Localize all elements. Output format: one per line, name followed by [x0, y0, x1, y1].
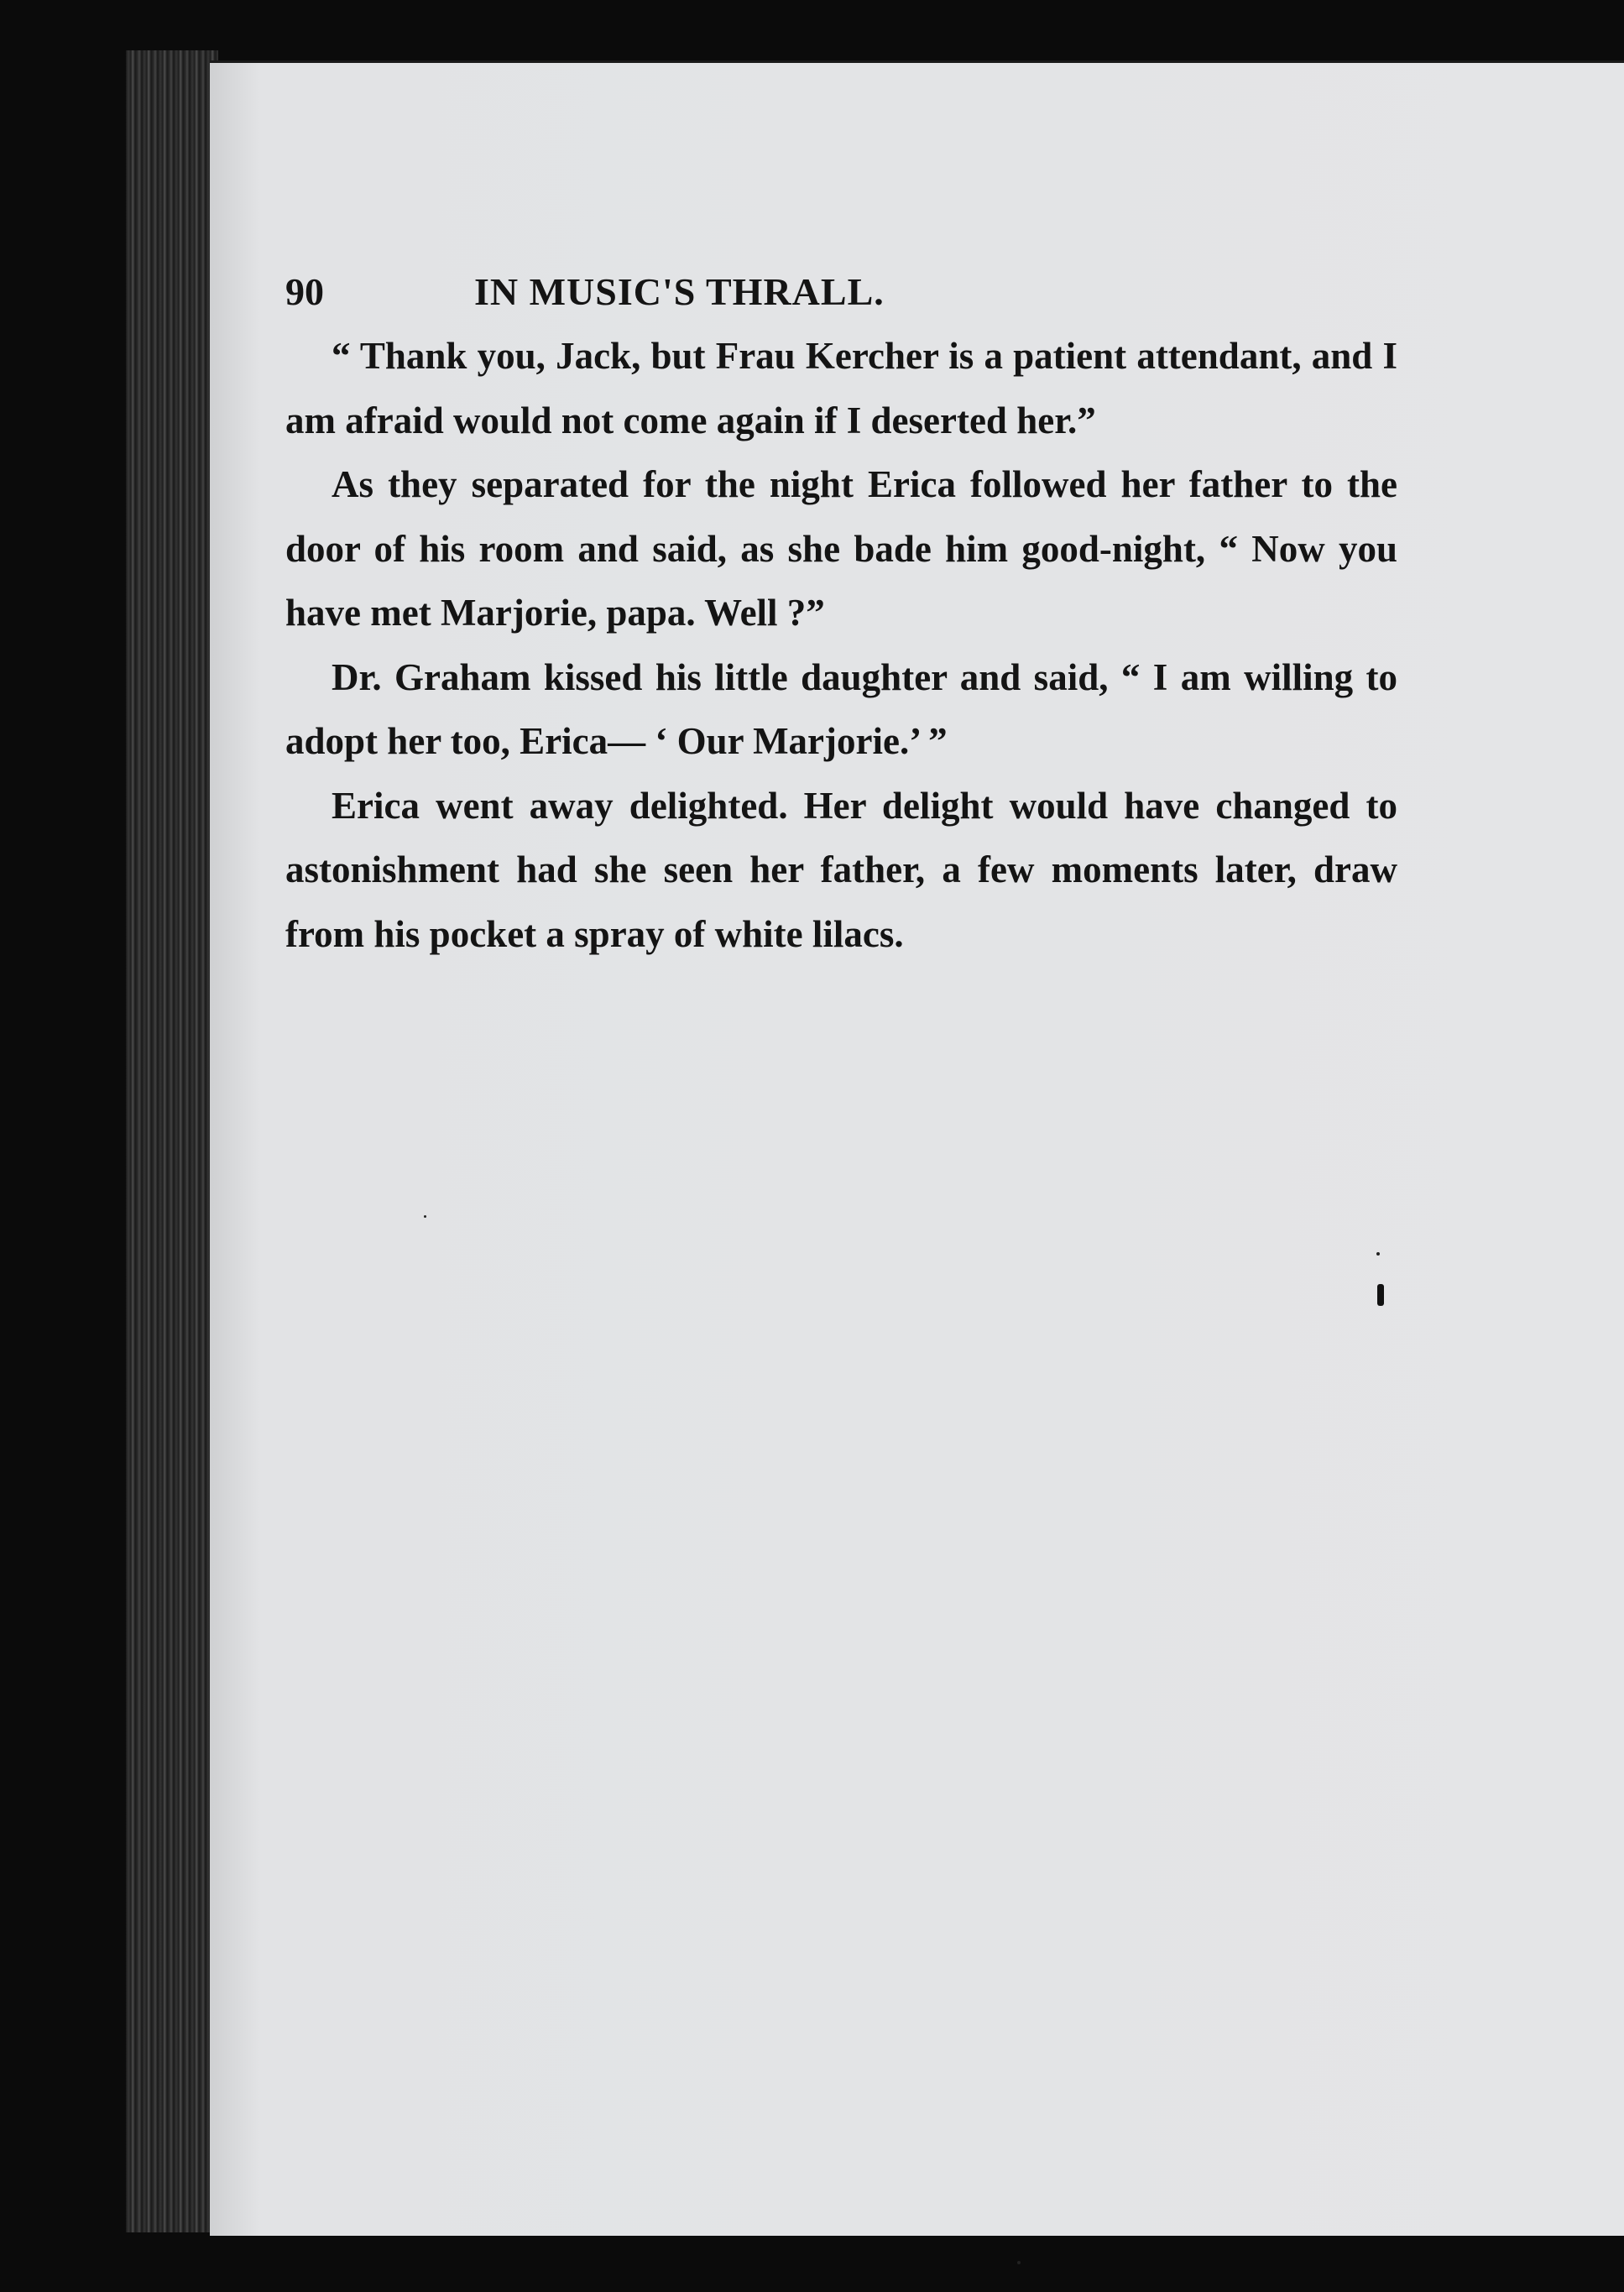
dust-speck: [1017, 2261, 1021, 2264]
book-spine-shadow: [126, 50, 218, 2232]
page-text-block: [285, 260, 1397, 966]
page-header: [285, 260, 1397, 324]
paragraph-3: Dr. Graham kissed his little daughter and said, “ I am willing to adopt her too, Erica— ‘ Our Marjorie.’ ”: [285, 655, 1397, 762]
printer-mark: [1377, 1284, 1384, 1306]
dust-speck: [1376, 1252, 1380, 1256]
dust-speck: [424, 1215, 426, 1218]
running-title: IN MUSIC'S THRALL.: [474, 270, 885, 313]
paragraph-1: “ Thank you, Jack, but Frau Kercher is a patient attendant, and I am afraid would not come again if I deserted her.”: [285, 335, 1397, 441]
bottom-margin-shadow: [210, 2236, 1624, 2292]
paragraph-2: As they separated for the night Erica followed her father to the door of his room and said, as she bade him good-night, “ Now you have met Marjorie, papa. Well ?”: [285, 463, 1397, 634]
page-number: 90: [285, 270, 324, 313]
paragraph-4: Erica went away delighted. Her delight would have changed to astonishment had she seen her father, a few moments later, draw from his pocket a spray of white lilacs.: [285, 784, 1397, 955]
